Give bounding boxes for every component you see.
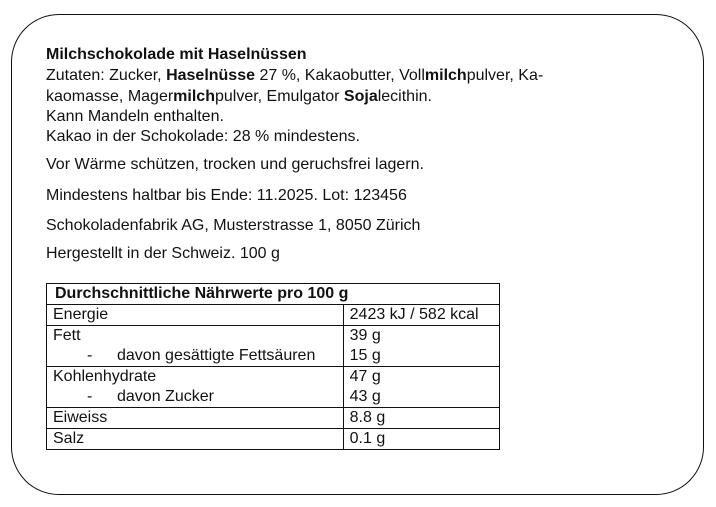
nutrition-header-row bbox=[47, 284, 500, 305]
product-title: Milchschokolade mit Haselnüssen bbox=[46, 46, 307, 63]
manufacturer-address: Schokoladenfabrik AG, Musterstrasse 1, 8050 Zürich bbox=[46, 217, 421, 234]
sub-dash: - bbox=[87, 388, 93, 405]
nutrient-subrow bbox=[53, 387, 337, 407]
nutrient-name: Fett bbox=[53, 327, 81, 344]
nutrient-sub-name: davon Zucker bbox=[117, 388, 214, 405]
nutrient-value: 2423 kJ / 582 kcal bbox=[343, 305, 499, 326]
nutrition-row-salt bbox=[47, 429, 500, 450]
nutrient-name: Energie bbox=[47, 305, 344, 326]
nutrient-value: 0.1 g bbox=[343, 429, 499, 450]
nutrition-row-fat bbox=[47, 326, 500, 367]
storage-note: Vor Wärme schützen, trocken und geruchsfrei lagern. bbox=[46, 156, 424, 173]
ingredient-text: pulver, Emulgator bbox=[214, 88, 344, 105]
ingredient-text: pulver, Ka- bbox=[466, 67, 544, 84]
allergen-highlight: Haselnüsse bbox=[166, 67, 255, 84]
sub-dash: - bbox=[87, 347, 93, 364]
best-before-date: Mindestens haltbar bis Ende: 11.2025. Lot: 123456 bbox=[46, 187, 407, 204]
nutrient-sub-name: davon gesättigte Fettsäuren bbox=[117, 347, 316, 364]
nutrient-value: 8.8 g bbox=[343, 408, 499, 429]
allergen-highlight: milch bbox=[173, 88, 215, 105]
nutrient-sub-value: 43 g bbox=[349, 388, 381, 405]
cocoa-content: Kakao in der Schokolade: 28 % mindestens. bbox=[46, 128, 360, 145]
nutrient-value: 47 g bbox=[349, 368, 381, 385]
ingredient-text: lecithin. bbox=[377, 88, 432, 105]
nutrient-name: Eiweiss bbox=[47, 408, 344, 429]
origin-weight: Hergestellt in der Schweiz. 100 g bbox=[46, 245, 280, 262]
allergen-note: Kann Mandeln enthalten. bbox=[46, 108, 224, 125]
allergen-highlight: milch bbox=[424, 67, 467, 84]
nutrient-name: Kohlenhydrate bbox=[53, 368, 157, 385]
nutrient-subrow bbox=[53, 346, 337, 366]
nutrient-value: 39 g bbox=[349, 327, 381, 344]
ingredients-line-2 bbox=[46, 87, 432, 107]
ingredients-line-1 bbox=[46, 66, 543, 86]
nutrient-name-group bbox=[47, 326, 344, 367]
nutrient-value-group bbox=[343, 326, 499, 367]
ingredient-text: 27 %, Kakaobutter, Voll bbox=[255, 67, 425, 84]
allergen-highlight: Soja bbox=[343, 88, 378, 105]
nutrition-row-protein bbox=[47, 408, 500, 429]
ingredient-text: kaomasse, Mager bbox=[46, 88, 174, 105]
nutrition-table bbox=[46, 283, 500, 450]
ingredient-text: Zutaten: Zucker, bbox=[46, 67, 167, 84]
nutrient-value-group bbox=[343, 367, 499, 408]
nutrient-name-group bbox=[47, 367, 344, 408]
nutrient-sub-value: 15 g bbox=[349, 347, 381, 364]
nutrition-row-carbs bbox=[47, 367, 500, 408]
nutrition-row-energy bbox=[47, 305, 500, 326]
nutrition-header: Durchschnittliche Nährwerte pro 100 g bbox=[47, 284, 500, 305]
nutrient-name: Salz bbox=[47, 429, 344, 450]
